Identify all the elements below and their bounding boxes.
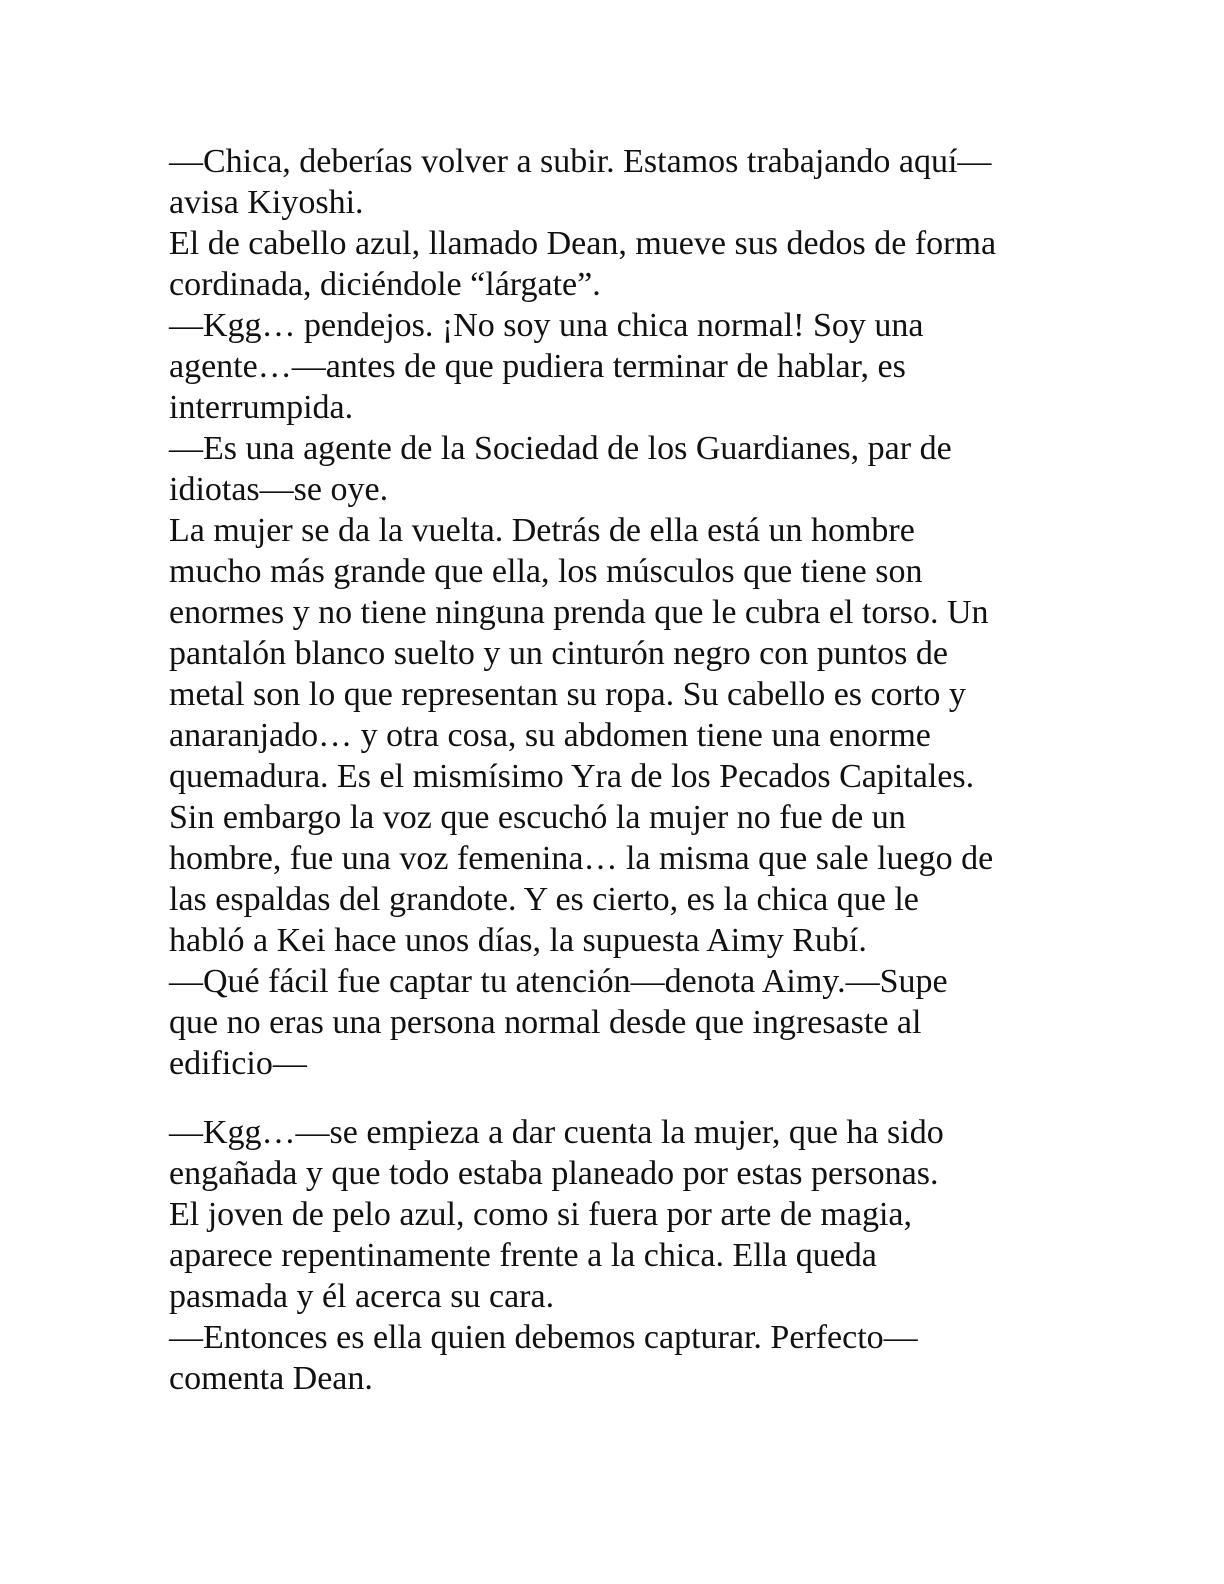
text-line: interrumpida.: [169, 389, 354, 426]
text-line: enormes y no tiene ninguna prenda que le cubra el torso. Un: [169, 594, 989, 631]
text-line: anaranjado… y otra cosa, su abdomen tiene una enorme: [169, 717, 931, 754]
text-line: edificio—: [169, 1045, 307, 1082]
text-line: —Kgg… pendejos. ¡No soy una chica normal! Soy una: [169, 307, 924, 344]
text-line: hombre, fue una voz femenina… la misma que sale luego de: [169, 840, 994, 877]
text-line: idiotas—se oye.: [169, 471, 389, 508]
text-line: —Entonces es ella quien debemos capturar. Perfecto—: [169, 1319, 918, 1356]
text-line: —Chica, deberías volver a subir. Estamos trabajando aquí—: [169, 143, 992, 180]
text-line: —Qué fácil fue captar tu atención—denota Aimy.—Supe: [169, 963, 948, 1000]
text-line: metal son lo que representan su ropa. Su cabello es corto y: [169, 676, 966, 713]
paragraph-block-2: [169, 1112, 1049, 1399]
text-line: La mujer se da la vuelta. Detrás de ella está un hombre: [169, 512, 915, 549]
text-line: pantalón blanco suelto y un cinturón negro con puntos de: [169, 635, 948, 672]
text-line: engañada y que todo estaba planeado por estas personas.: [169, 1155, 939, 1192]
paragraph-block-1: [169, 141, 1049, 1084]
text-line: —Kgg…—se empieza a dar cuenta la mujer, que ha sido: [169, 1114, 944, 1151]
text-line: mucho más grande que ella, los músculos que tiene son: [169, 553, 923, 590]
text-line: —Es una agente de la Sociedad de los Guardianes, par de: [169, 430, 952, 467]
text-line: las espaldas del grandote. Y es cierto, es la chica que le: [169, 881, 919, 918]
text-line: El de cabello azul, llamado Dean, mueve sus dedos de forma: [169, 225, 997, 262]
text-line: El joven de pelo azul, como si fuera por arte de magia,: [169, 1196, 912, 1233]
text-line: comenta Dean.: [169, 1360, 373, 1397]
text-line: habló a Kei hace unos días, la supuesta Aimy Rubí.: [169, 922, 867, 959]
text-line: que no eras una persona normal desde que ingresaste al: [169, 1004, 922, 1041]
text-line: aparece repentinamente frente a la chica. Ella queda: [169, 1237, 877, 1274]
text-line: cordinada, diciéndole “lárgate”.: [169, 266, 601, 303]
text-line: pasmada y él acerca su cara.: [169, 1278, 555, 1315]
text-line: avisa Kiyoshi.: [169, 184, 364, 221]
text-line: agente…—antes de que pudiera terminar de hablar, es: [169, 348, 906, 385]
text-line: quemadura. Es el mismísimo Yra de los Pecados Capitales.: [169, 758, 975, 795]
text-line: Sin embargo la voz que escuchó la mujer no fue de un: [169, 799, 906, 836]
